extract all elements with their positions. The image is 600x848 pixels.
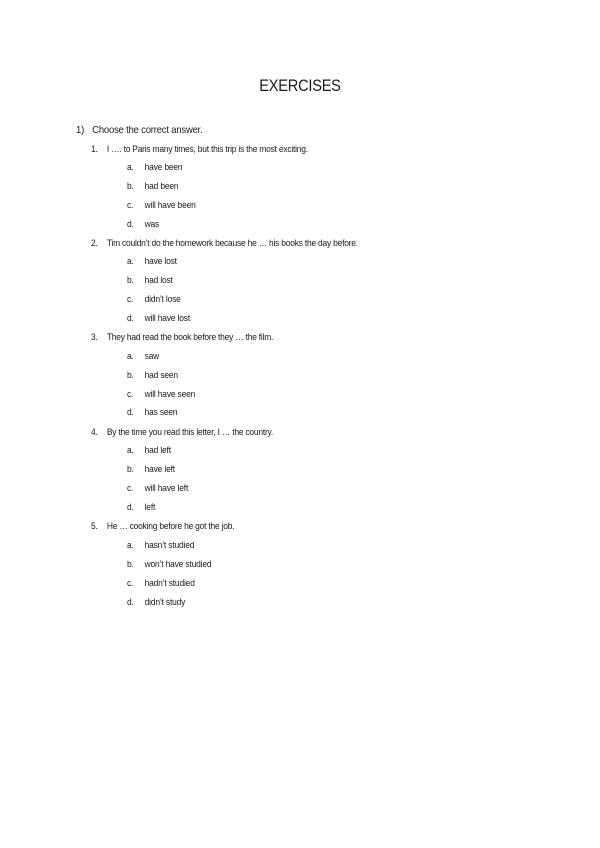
option-text: hadn’t studied [144,578,195,589]
option-text: had seen [144,370,178,381]
page-title: EXERCISES [259,76,341,95]
option-2d [127,313,190,324]
option-1a [127,162,182,173]
option-letter: a. [127,256,134,267]
option-letter: c. [127,200,134,211]
option-letter: c. [127,578,134,589]
option-text: saw [144,351,160,362]
question-number: 3. [91,332,98,343]
option-1c [127,200,196,211]
question-1 [91,144,308,155]
option-letter: a. [127,540,134,551]
option-1d [127,219,159,230]
option-letter: d. [127,219,134,230]
option-2b [127,275,173,286]
option-5d [127,597,185,608]
question-text: By the time you read this letter, I … the country. [106,427,274,438]
section-number: 1) [76,124,85,136]
question-number: 1. [91,144,98,155]
question-2 [91,238,358,249]
option-letter: d. [127,313,134,324]
option-4a [127,445,171,456]
option-text: will have left [144,483,189,494]
option-3c [127,389,195,400]
option-letter: d. [127,407,134,418]
question-number: 5. [91,521,98,532]
option-text: had left [144,445,171,456]
option-letter: a. [127,162,134,173]
option-letter: d. [127,597,134,608]
option-text: have lost [144,256,177,267]
question-number: 2. [91,238,98,249]
option-4b [127,464,175,475]
option-text: had lost [144,275,173,286]
option-letter: b. [127,275,134,286]
section-instruction: Choose the correct answer. [92,124,203,136]
option-text: won’t have studied [144,559,212,570]
question-5 [91,521,234,532]
option-3b [127,370,178,381]
option-3d [127,407,177,418]
option-letter: a. [127,351,134,362]
option-letter: d. [127,502,134,513]
option-text: left [144,502,156,513]
section-heading [76,124,203,136]
option-text: will have seen [144,389,196,400]
option-letter: c. [127,389,134,400]
option-text: has seen [144,407,178,418]
option-5a [127,540,194,551]
option-1b [127,181,178,192]
option-letter: b. [127,559,134,570]
option-text: have been [144,162,183,173]
option-letter: a. [127,445,134,456]
option-5c [127,578,195,589]
question-3 [91,332,273,343]
question-text: He … cooking before he got the job. [106,521,235,532]
question-4 [91,427,273,438]
option-text: have left [144,464,175,475]
option-text: didn’t lose [144,294,181,305]
option-3a [127,351,159,362]
question-text: Tim couldn’t do the homework because he … his books the day before. [106,238,358,249]
question-text: I …. to Paris many times, but this trip is the most exciting. [106,144,308,155]
option-2a [127,256,177,267]
option-text: will have lost [144,313,191,324]
question-text: They had read the book before they … the film. [106,332,274,343]
option-letter: c. [127,294,134,305]
option-5b [127,559,211,570]
option-text: had been [144,181,179,192]
option-text: hasn’t studied [144,540,195,551]
option-4d [127,502,155,513]
question-number: 4. [91,427,98,438]
option-4c [127,483,188,494]
option-letter: b. [127,370,134,381]
option-text: was [144,219,160,230]
option-letter: c. [127,483,134,494]
option-text: didn’t study [144,597,186,608]
option-letter: b. [127,181,134,192]
option-2c [127,294,181,305]
option-letter: b. [127,464,134,475]
option-text: will have been [144,200,196,211]
